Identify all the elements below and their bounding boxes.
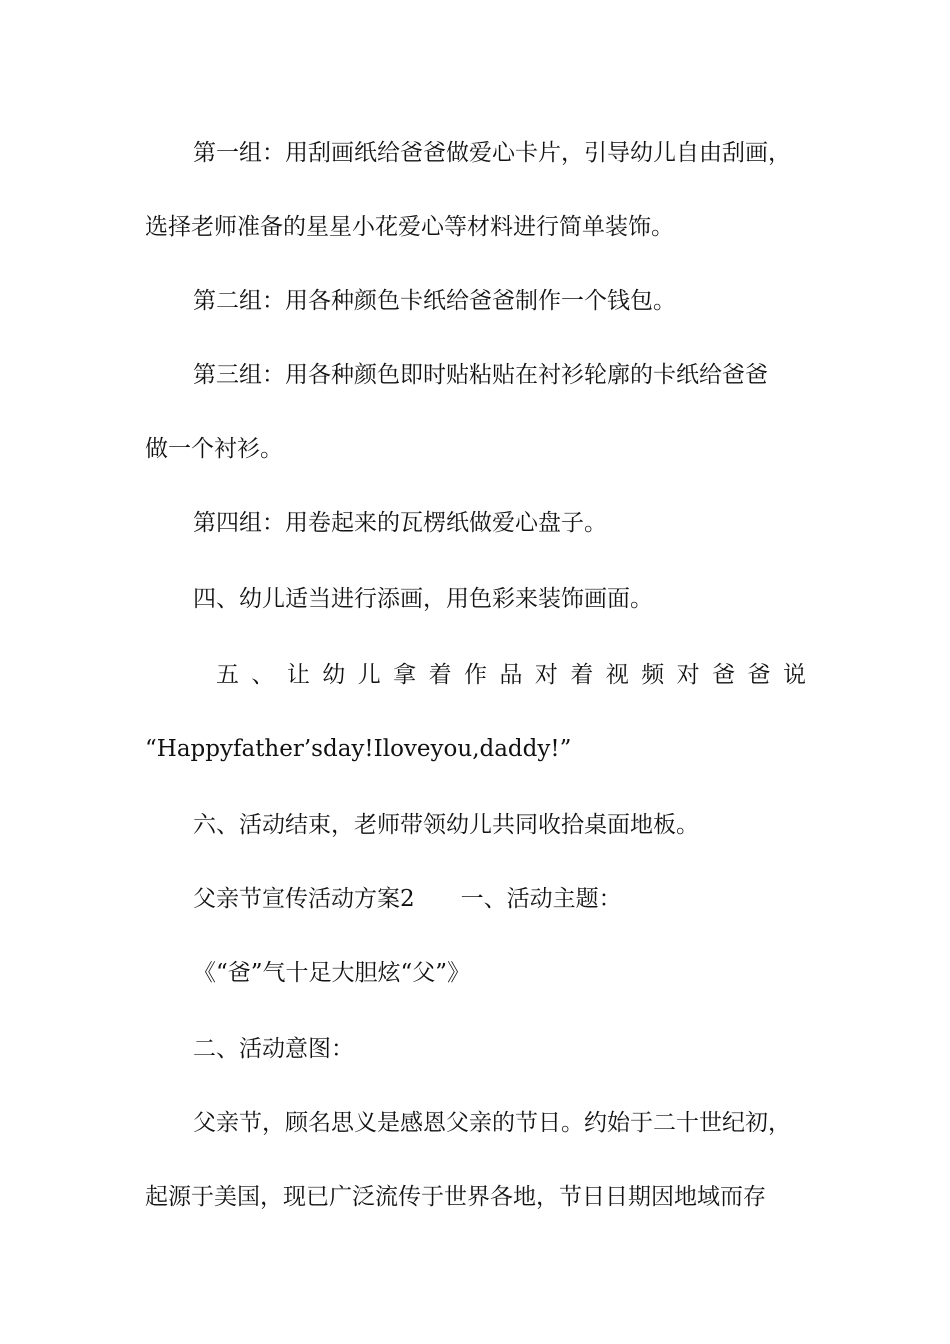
- section-heading-line: [193, 884, 622, 914]
- paragraph-fathers-day: 父亲节，顾名思义是感恩父亲的节日。约始于二十世纪初，: [193, 1110, 791, 1136]
- paragraph-group-two: 第二组：用各种颜色卡纸给爸爸制作一个钱包。: [193, 288, 676, 314]
- paragraph-group-three-cont: 做一个衬衫。: [145, 436, 283, 462]
- paragraph-step-four: 四、幼儿适当进行添画，用色彩来装饰画面。: [193, 586, 653, 612]
- paragraph-step-five: 五 、 让 幼 儿 拿 着 作 品 对 着 视 频 对 爸 爸 说: [216, 662, 806, 688]
- paragraph-group-one-cont: 选择老师准备的星星小花爱心等材料进行简单装饰。: [145, 214, 674, 240]
- paragraph-fathers-day-cont: 起源于美国，现已广泛流传于世界各地，节日日期因地域而存: [145, 1184, 766, 1210]
- paragraph-group-one: 第一组：用刮画纸给爸爸做爱心卡片，引导幼儿自由刮画，: [193, 140, 791, 166]
- paragraph-step-five-quote: “Happyfather’sday!Iloveyou,daddy!”: [145, 736, 572, 762]
- activity-intent-heading: 二、活动意图：: [193, 1036, 354, 1062]
- paragraph-step-six: 六、活动结束，老师带领幼儿共同收拾桌面地板。: [193, 812, 699, 838]
- paragraph-group-three: 第三组：用各种颜色即时贴粘贴在衬衫轮廓的卡纸给爸爸: [193, 362, 768, 388]
- activity-theme-heading: 一、活动主题：: [460, 886, 622, 912]
- activity-theme-title: 《“爸”气十足大胆炫“父”》: [193, 960, 471, 986]
- plan-title: 父亲节宣传活动方案2: [193, 886, 415, 912]
- paragraph-group-four: 第四组：用卷起来的瓦楞纸做爱心盘子。: [193, 510, 607, 536]
